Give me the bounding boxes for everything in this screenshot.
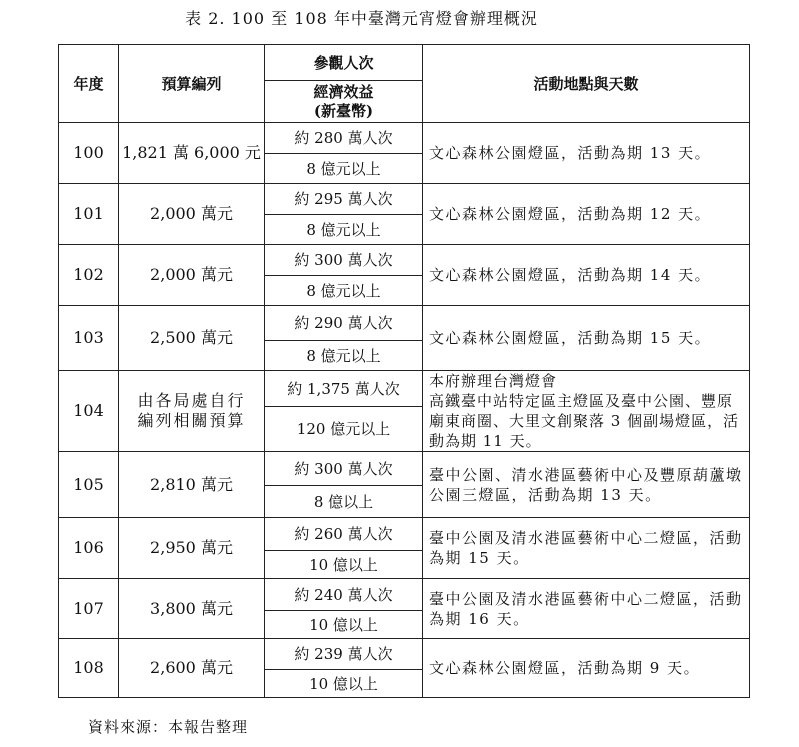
visitors-cell: 約 240 萬人次 xyxy=(265,579,423,611)
year-cell: 106 xyxy=(59,518,119,579)
benefit-cell: 8 億元以上 xyxy=(265,341,423,371)
year-cell: 103 xyxy=(59,306,119,371)
budget-cell: 2,500 萬元 xyxy=(119,306,265,371)
benefit-cell: 8 億以上 xyxy=(265,486,423,518)
header-year: 年度 xyxy=(59,45,119,123)
budget-cell: 2,000 萬元 xyxy=(119,184,265,245)
budget-cell: 3,800 萬元 xyxy=(119,579,265,639)
header-location: 活動地點與天數 xyxy=(423,45,750,123)
table-row xyxy=(59,245,750,276)
budget-cell: 由各局處自行編列相關預算 xyxy=(119,371,265,452)
header-visitors: 參觀人次 xyxy=(265,45,423,81)
benefit-cell: 8 億元以上 xyxy=(265,276,423,306)
table-row xyxy=(59,579,750,611)
location-cell: 文心森林公園燈區，活動為期 9 天。 xyxy=(423,639,750,698)
visitors-cell: 約 300 萬人次 xyxy=(265,245,423,276)
benefit-cell: 8 億元以上 xyxy=(265,154,423,184)
budget-cell: 2,950 萬元 xyxy=(119,518,265,579)
lantern-festival-table xyxy=(58,44,750,698)
visitors-cell: 約 280 萬人次 xyxy=(265,123,423,154)
table-row xyxy=(59,123,750,154)
visitors-cell: 約 300 萬人次 xyxy=(265,452,423,486)
visitors-cell: 約 239 萬人次 xyxy=(265,639,423,670)
budget-cell: 1,821 萬 6,000 元 xyxy=(119,123,265,184)
table-row xyxy=(59,518,750,551)
location-cell: 臺中公園、清水港區藝術中心及豐原葫蘆墩公園三燈區，活動為期 13 天。 xyxy=(423,452,750,518)
table-row xyxy=(59,639,750,670)
location-cell: 本府辦理台灣燈會 高鐵臺中站特定區主燈區及臺中公園、豐原廟東商圈、大里文創聚落 3 個副場燈區，活動為期 11 天。 xyxy=(423,371,750,452)
year-cell: 101 xyxy=(59,184,119,245)
table-row xyxy=(59,371,750,407)
location-cell: 臺中公園及清水港區藝術中心二燈區，活動為期 15 天。 xyxy=(423,518,750,579)
header-benefit: 經濟效益 (新臺幣) xyxy=(265,81,423,123)
year-cell: 104 xyxy=(59,371,119,452)
visitors-cell: 約 1,375 萬人次 xyxy=(265,371,423,407)
location-cell: 文心森林公園燈區，活動為期 13 天。 xyxy=(423,123,750,184)
benefit-cell: 10 億以上 xyxy=(265,670,423,698)
year-cell: 107 xyxy=(59,579,119,639)
benefit-cell: 8 億元以上 xyxy=(265,215,423,245)
year-cell: 105 xyxy=(59,452,119,518)
location-cell: 文心森林公園燈區，活動為期 14 天。 xyxy=(423,245,750,306)
location-cell: 文心森林公園燈區，活動為期 12 天。 xyxy=(423,184,750,245)
table-row xyxy=(59,184,750,215)
location-cell: 文心森林公園燈區，活動為期 15 天。 xyxy=(423,306,750,371)
benefit-cell: 10 億以上 xyxy=(265,551,423,579)
visitors-cell: 約 260 萬人次 xyxy=(265,518,423,551)
year-cell: 108 xyxy=(59,639,119,698)
source-note: 資料來源：本報告整理 xyxy=(88,718,249,736)
benefit-cell: 10 億以上 xyxy=(265,611,423,639)
table-row xyxy=(59,306,750,341)
budget-cell: 2,000 萬元 xyxy=(119,245,265,306)
budget-cell: 2,810 萬元 xyxy=(119,452,265,518)
year-cell: 102 xyxy=(59,245,119,306)
table-row xyxy=(59,452,750,486)
budget-cell: 2,600 萬元 xyxy=(119,639,265,698)
header-budget: 預算編列 xyxy=(119,45,265,123)
year-cell: 100 xyxy=(59,123,119,184)
benefit-cell: 120 億元以上 xyxy=(265,407,423,452)
visitors-cell: 約 295 萬人次 xyxy=(265,184,423,215)
visitors-cell: 約 290 萬人次 xyxy=(265,306,423,341)
table-caption: 表 2. 100 至 108 年中臺灣元宵燈會辦理概況 xyxy=(185,9,538,28)
location-cell: 臺中公園及清水港區藝術中心二燈區，活動為期 16 天。 xyxy=(423,579,750,639)
